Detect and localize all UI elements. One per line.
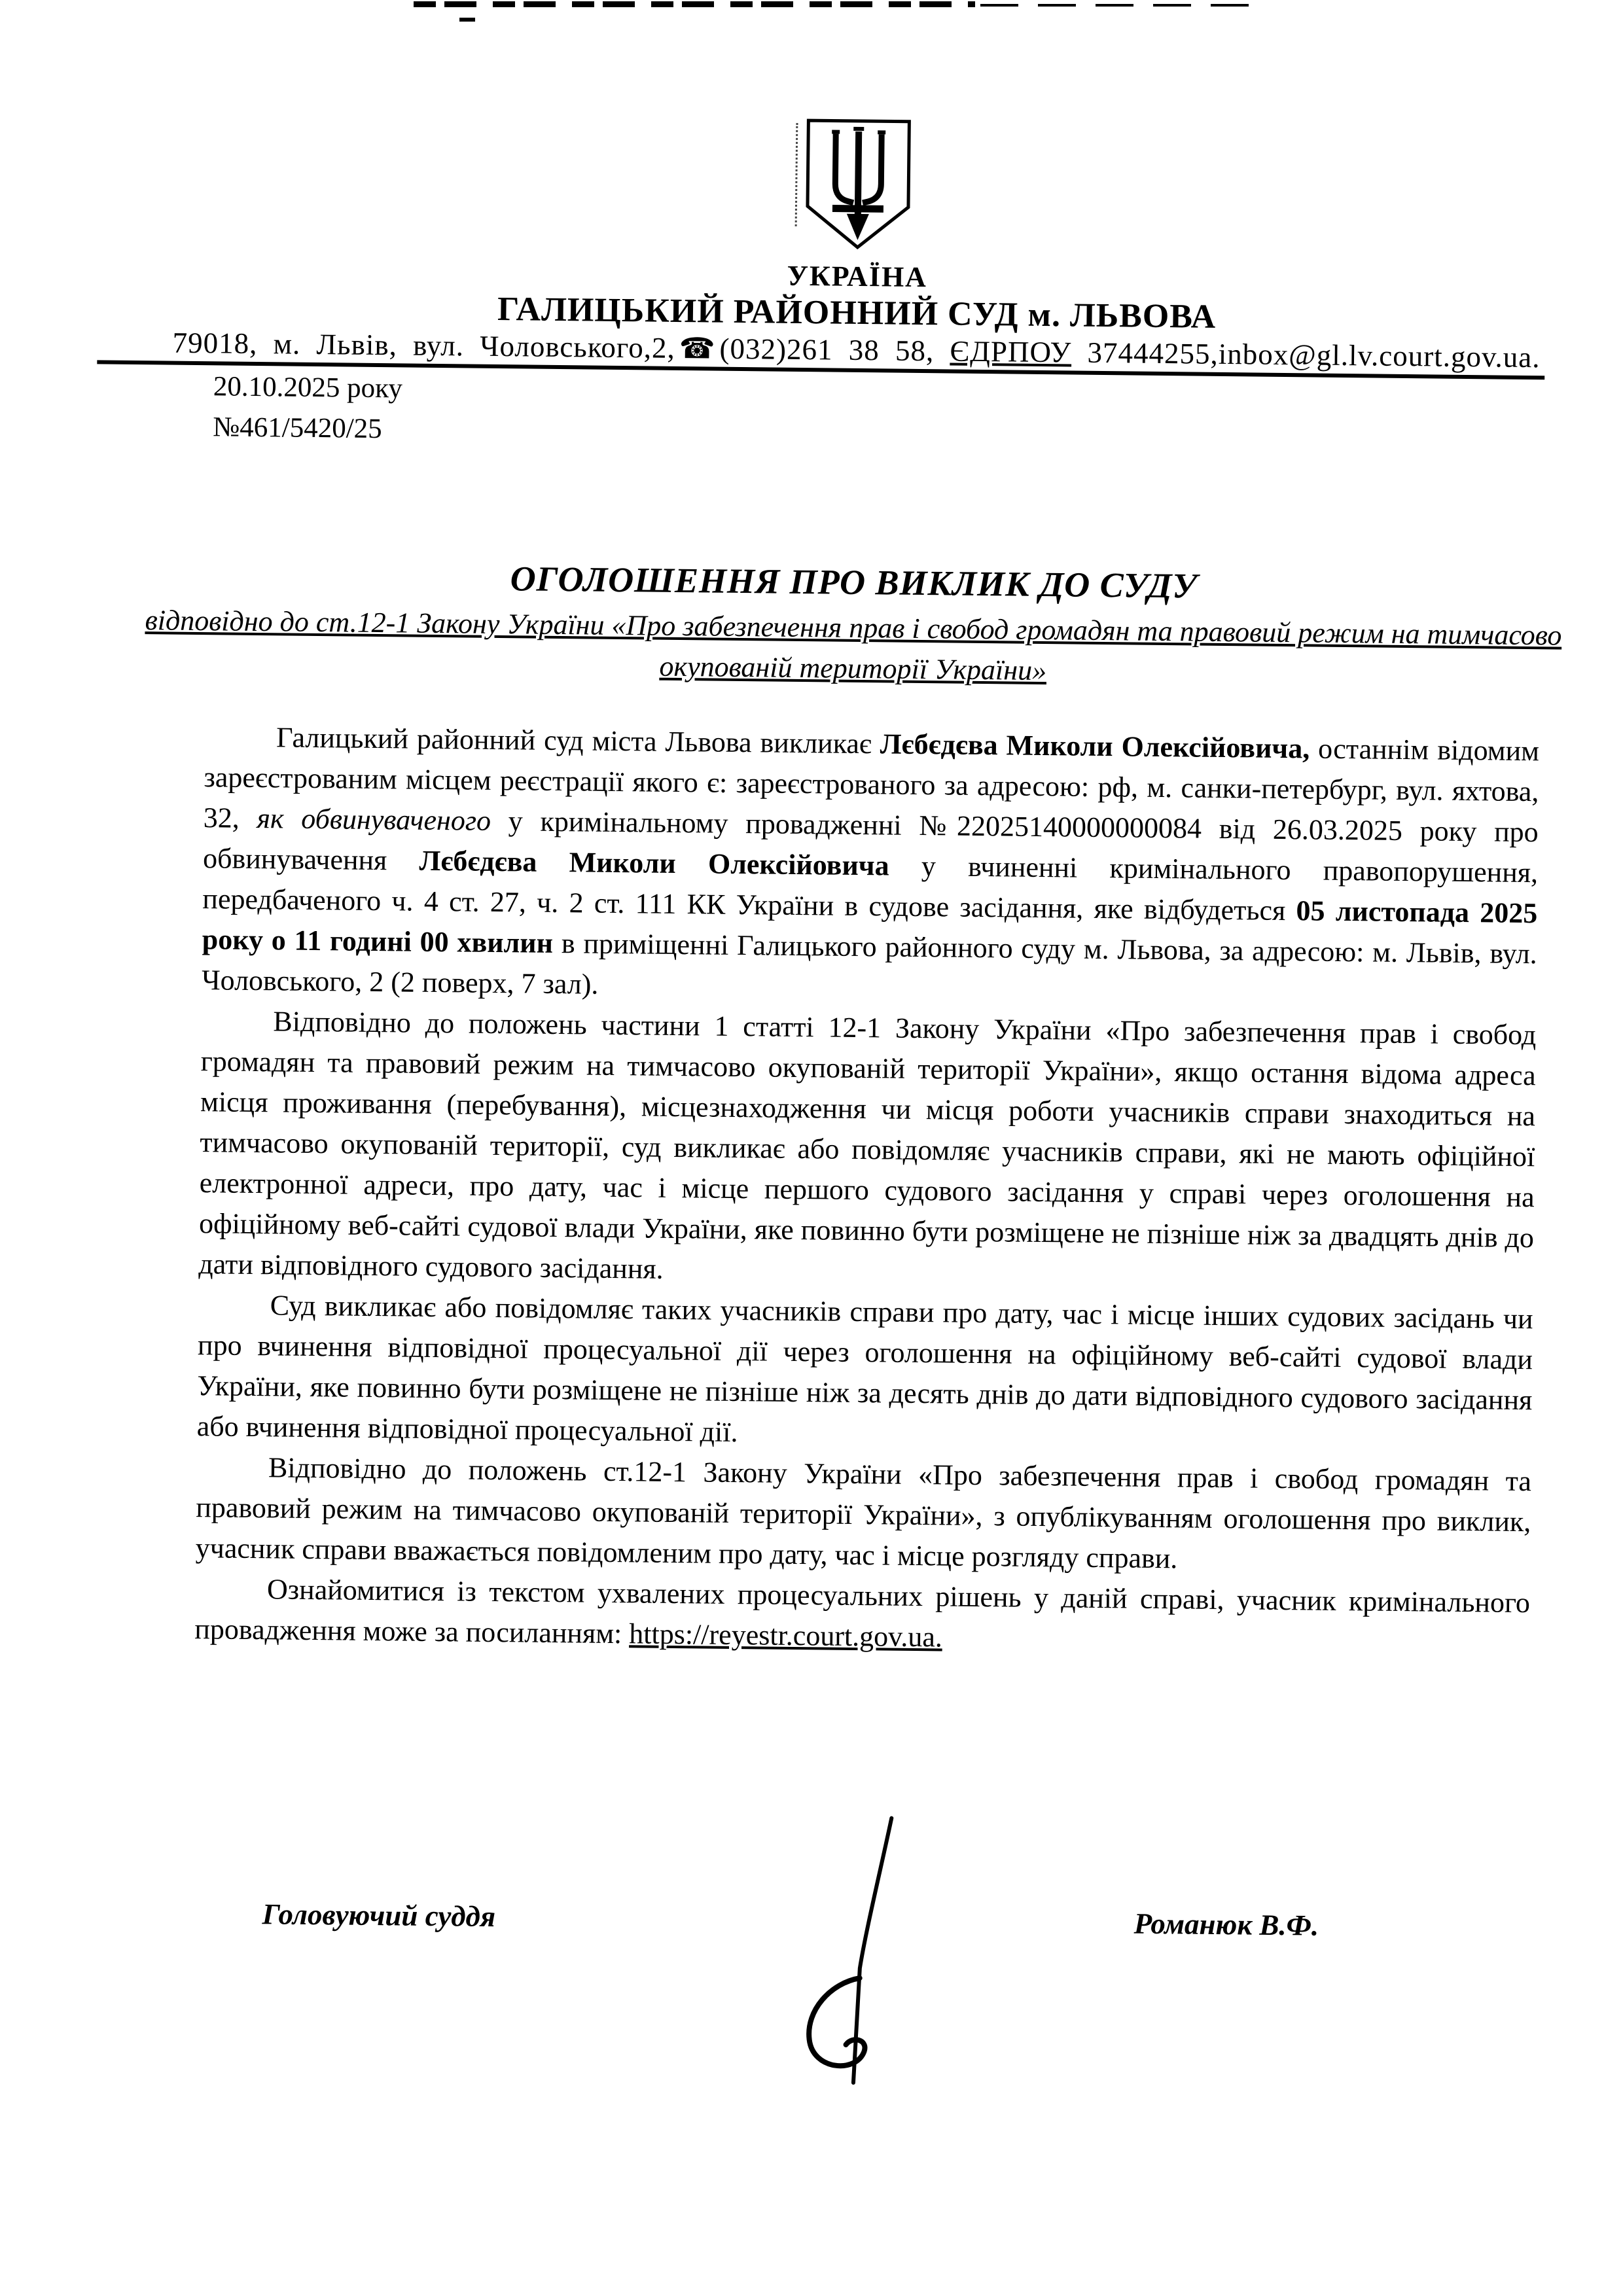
edrpou-label: ЄДРПОУ — [950, 334, 1072, 369]
country-name: УКРАЇНА — [787, 259, 928, 294]
address-phone: (032)261 38 58, — [719, 332, 950, 368]
text-segment: в приміщенні Галицького районного суду м. Львова, за адресою: м. Львів, вул. Чоловського, 2 (2 поверх, 7 зал). — [201, 927, 1537, 1000]
paragraph — [195, 1447, 1531, 1583]
text-segment: останнім відомим зареєстрованим місцем реєстрації якого є: зареєстрованого за адресою: рф, м. санки-петербург, вул. яхтова, 32, — [203, 732, 1540, 835]
court-email: inbox@gl.lv.court.gov.ua. — [1218, 337, 1541, 374]
document-body — [194, 716, 1539, 1664]
registry-url-text: https://reyestr.court.gov.ua. — [629, 1617, 943, 1653]
text-segment: Відповідно до положень частини 1 статті 12-1 Закону України «Про забезпечення прав і свобод громадян та правовий режим на тимчасово окупованій території України», якщо остання відома адреса місця проживання (перебування), місцезнаходження чи місця роботи учасників справи знаходиться на тимчасово окупованій території, суд викликає або повідомляє учасників справи, які не мають офіційної електронної адреси, про дату, час і місце першого судового засідання у справі через оголошення на офіційному веб-сайті судової влади України, яке повинно бути розміщене не пізніше ніж за двадцять днів до дати відповідного судового засідання. — [198, 1005, 1537, 1285]
text-segment: Відповідно до положень ст.12-1 Закону України «Про забезпечення прав і свобод громадян та правовий режим на тимчасово окупованій території України», з опублікуванням оголошення про виклик, учасник справи вважається повідомленим про дату, час і місце розгляду справи. — [195, 1451, 1532, 1575]
text-segment: Галицький районний суд міста Львова викликає — [276, 721, 881, 760]
phone-icon: ☎ — [679, 331, 716, 366]
paragraph — [194, 1568, 1530, 1664]
announcement-subtitle: відповідно до ст.12-1 Закону України «Про забезпечення прав і свобод громадян та правовий режим на тимчасово окупованій території України» — [145, 604, 1562, 687]
signature-role-label: Головуючий суддя — [262, 1898, 496, 1934]
scan-dotted-line-artifact — [795, 123, 798, 226]
paragraph — [196, 1284, 1533, 1461]
ukraine-trident-emblem-icon — [800, 118, 916, 252]
judge-name: Романюк В.Ф. — [1133, 1907, 1319, 1942]
court-name: ГАЛИЦЬКИЙ РАЙОННИЙ СУД м. ЛЬВОВА — [497, 290, 1217, 336]
text-segment: 05 листопада 2025 року о 11 годині 00 хвилин — [202, 894, 1538, 959]
case-number: №461/5420/25 — [213, 412, 382, 445]
announcement-title: ОГОЛОШЕННЯ ПРО ВИКЛИК ДО СУДУ — [510, 559, 1198, 606]
paragraph — [202, 716, 1540, 1015]
text-segment: Суд викликає або повідомляє таких учасників справи про дату, час і місце інших судових засідань чи про вчинення відповідної процесуальної дії через оголошення на офіційному веб-сайті судової влади України, яке повинно бути розміщене не пізніше ніж за десять днів до дати відповідного судового засідання або вчинення відповідної процесуальної дії. — [196, 1289, 1533, 1449]
judge-signature-handwriting — [791, 1814, 925, 2090]
text-segment: Лєбєдєва Миколи Олексійовича — [419, 844, 889, 882]
scan-noise-band-thin — [980, 4, 1255, 7]
text-segment: у кримінальному провадженні №22025140000000084 від 26.03.2025 року про обвинувачення — [202, 804, 1539, 877]
address-prefix: 79018, м. Львів, вул. Чоловського,2, — [172, 326, 676, 364]
text-segment: Лєбєдєва Миколи Олексійовича, — [880, 728, 1310, 765]
edrpou-number: 37444255, — [1071, 336, 1219, 370]
text-segment: як обвинуваченого — [257, 802, 491, 837]
text-segment: у вчиненні кримінального правопорушення, передбаченого ч. 4 ст. 27, ч. 2 ст. 111 КК України в судове засідання, яке відбудеться — [202, 849, 1539, 927]
text-segment: Ознайомитися із текстом ухвалених процесуальних рішень у даній справі, учасник кримінального провадження може за посиланням: — [194, 1573, 1531, 1650]
document-date: 20.10.2025 року — [213, 371, 403, 404]
paragraph — [198, 1000, 1537, 1299]
